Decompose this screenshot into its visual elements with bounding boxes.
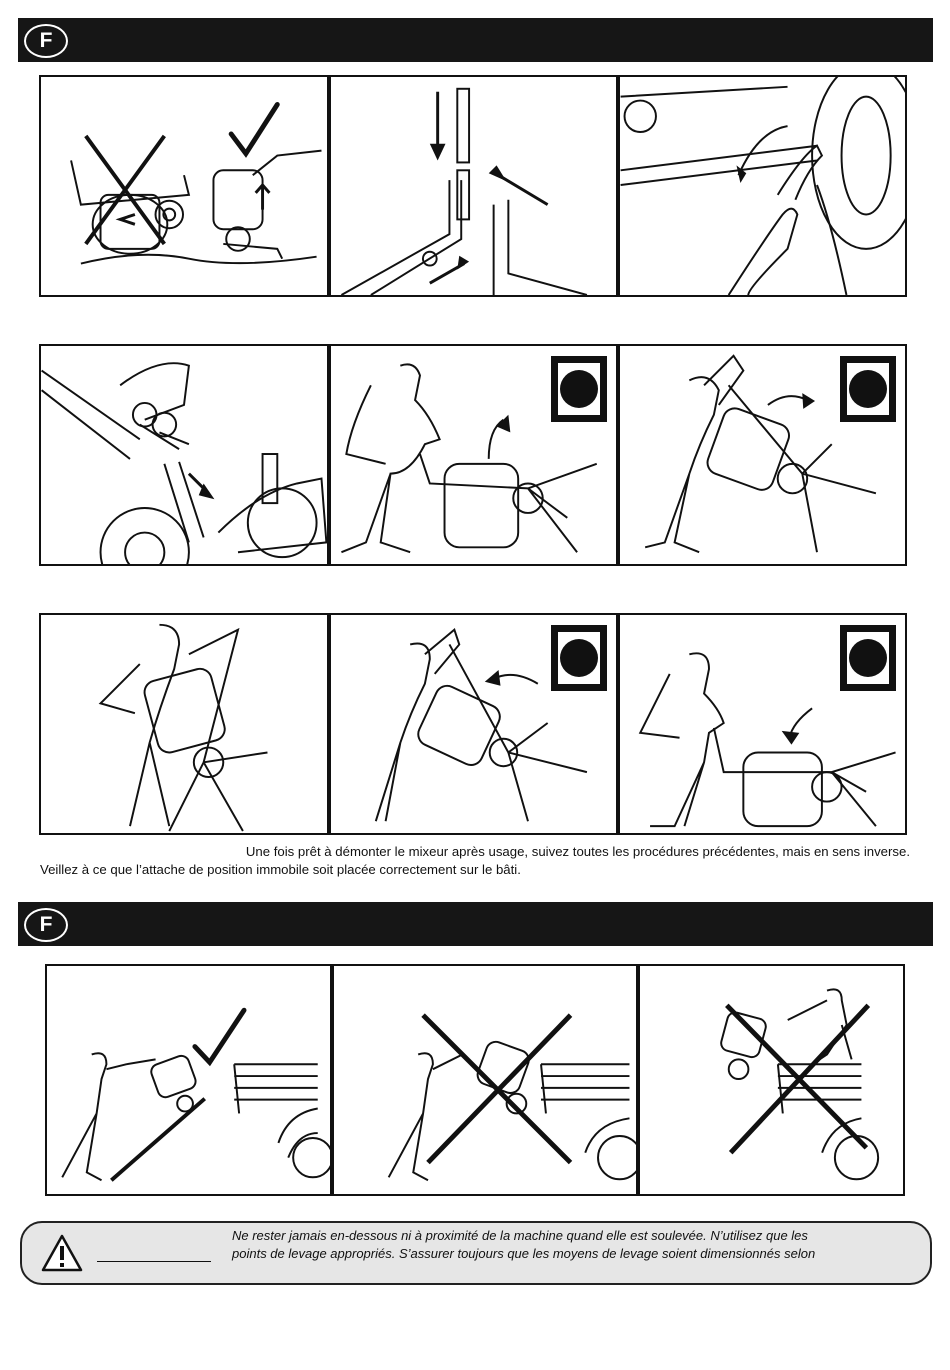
panel-12-truck-incorrect [638,964,905,1196]
ramp-illustration [47,966,330,1194]
lifting-warning-sign [551,356,607,422]
truck-incorrect-illustration [640,966,903,1194]
language-badge: F [24,908,68,942]
section-header-bar-1 [18,18,933,62]
safety-warning-box [20,1221,932,1285]
language-badge: F [24,24,68,58]
section-header-bar-2 [18,902,933,946]
warning-text [232,1227,922,1263]
lift-illustration-3 [41,615,327,833]
panel-7-lift-step-3 [39,613,329,835]
panel-10-ramp-correct [45,964,332,1196]
panel-3-clip-fastening [618,75,907,297]
mixer-illustration [41,77,327,295]
warning-divider-line [97,1261,211,1262]
lifting-warning-sign [551,625,607,691]
panel-9-lower-step-2 [618,613,907,835]
handle-illustration [41,346,327,564]
warning-text-line-1: Ne rester jamais en-dessous ni à proximité de la machine quand elle est soulevée. N’utilisez que les [232,1228,808,1243]
panel-2-leg-assembly [329,75,618,297]
warning-triangle-icon [40,1233,84,1273]
panel-1-mixer-orientation [39,75,329,297]
instruction-caption [40,843,910,879]
panel-4-handle-insert [39,344,329,566]
clip-illustration [620,77,905,295]
lifting-warning-sign [840,625,896,691]
lifting-warning-sign [840,356,896,422]
caption-line-1: Une fois prêt à démonter le mixeur après usage, suivez toutes les procédures précédentes, mais en sens inverse. [245,844,910,859]
panel-11-lift-incorrect [332,964,638,1196]
caption-line-2: Veillez à ce que l’attache de position immobile soit placée correctement sur le bâti. [40,862,521,877]
panel-8-lower-step-1 [329,613,618,835]
leg-illustration [331,77,616,295]
panel-5-lift-step-1 [329,344,618,566]
lift-incorrect-illustration [334,966,636,1194]
panel-6-lift-step-2 [618,344,907,566]
warning-text-line-2: points de levage appropriés. S’assurer toujours que les moyens de levage soient dimensionnés selon [232,1246,816,1261]
